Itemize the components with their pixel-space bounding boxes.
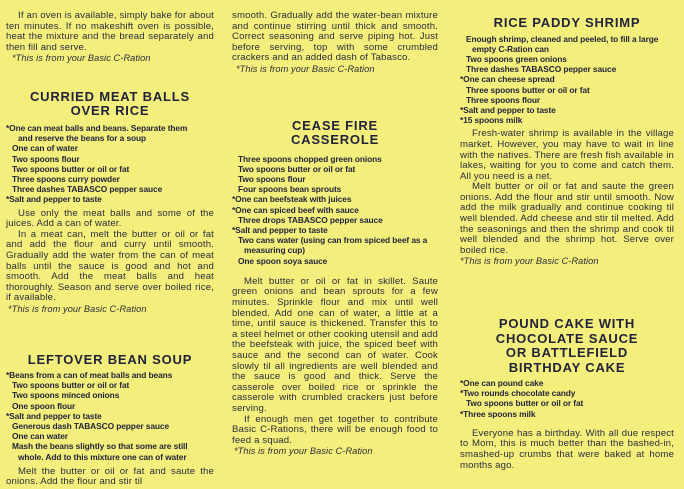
recipe-title-poundcake-line4: BIRTHDAY CAKE xyxy=(508,359,626,375)
ingredient-line: Mash the beans slightly so that some are still xyxy=(12,441,188,452)
directions-text: Use only the meat balls and some of the juices. Add a can of water. xyxy=(6,207,214,230)
ingredient-line: Two spoons butter or oil or fat xyxy=(12,380,130,391)
ingredient-line: *Salt and pepper to taste xyxy=(460,104,556,115)
ingredient-line: *15 spoons milk xyxy=(460,115,523,126)
ingredient-line: *Three spoons milk xyxy=(460,408,536,419)
ingredient-line: One can of water xyxy=(12,143,78,154)
ration-note: *This is from your Basic C-Ration xyxy=(234,446,373,457)
ingredient-line: Three dashes TABASCO pepper sauce xyxy=(466,64,617,75)
ration-note: *This is from your Basic C-Ration xyxy=(12,53,151,64)
ingredient-line: Generous dash TABASCO pepper sauce xyxy=(12,421,170,432)
recipe-title-curried-line1: CURRIED MEAT BALLS xyxy=(29,88,191,104)
column-left xyxy=(6,0,214,488)
ingredient-line: Three dashes TABASCO pepper sauce xyxy=(12,184,163,195)
ingredient-line: Two cans water (using can from spiced beef as a xyxy=(238,235,428,246)
recipe-title-leftover: LEFTOVER BEAN SOUP xyxy=(27,351,193,367)
ingredient-line: empty C-Ration can xyxy=(472,43,549,54)
ingredient-line: Three spoons curry powder xyxy=(12,173,120,184)
ingredient-line: whole. Add to this mixture one can of water xyxy=(18,451,187,462)
ration-note: *This is from your Basic C-Ration xyxy=(236,63,375,74)
ration-note: *This is from your Basic C-Ration xyxy=(460,256,599,267)
ingredient-line: Three spoons chopped green onions xyxy=(238,153,382,164)
ingredient-line: *Salt and pepper to taste xyxy=(6,194,102,205)
recipe-title-shrimp: RICE PADDY SHRIMP xyxy=(493,15,641,30)
continued-text: smooth. Gradually add the water-bean mixture and continue stirring until thick and smooth. Correct seasoning and serve piping hot. Just before serving, top with some crumbled crackers and an added dash of Tabasco. xyxy=(232,10,438,64)
ingredient-line: *Salt and pepper to taste xyxy=(6,410,102,421)
directions-text: Everyone has a birthday. With all due respect to Mom, this is much better than the bashed-in, smashed-up crumbs that were baked at home months ago. xyxy=(460,427,674,471)
column-middle xyxy=(232,0,438,457)
directions-text: Melt the butter or oil or fat and saute the onions. Add the flour and stir til xyxy=(6,465,214,488)
ingredient-line: *Beans from a can of meat balls and beans xyxy=(6,370,173,381)
recipe-title-ceasefire-line1: CEASE FIRE xyxy=(291,117,378,133)
ingredient-line: *One can pound cake xyxy=(460,378,544,389)
intro-text: If an oven is available, simply bake for about ten minutes. If no makeshift oven is possible, heat the mixture and the bread separately and then fill and serve. xyxy=(6,10,214,53)
ingredient-line: Three spoons flour xyxy=(466,94,541,105)
ingredient-line: Two spoons green onions xyxy=(466,53,567,64)
ingredient-line: Four spoons bean sprouts xyxy=(238,184,342,195)
ingredient-line: and reserve the beans for a soup xyxy=(18,133,147,144)
directions-text: In a meat can, melt the butter or oil or fat and add the flour and curry until smooth. Gradually add the water from the can of meat balls until the sauce is good and hot and smooth. Add the meat balls and heat thoroughly. Season and serve over boiled rice, if available. xyxy=(6,228,214,304)
ingredient-line: Two spoons flour xyxy=(12,153,80,164)
column-right xyxy=(460,0,674,471)
ingredient-line: Two spoons butter or oil or fat xyxy=(238,163,356,174)
recipe-title-poundcake-line3: OR BATTLEFIELD xyxy=(505,345,629,361)
ingredient-line: Two spoons minced onions xyxy=(12,390,120,401)
ration-note: *This is from your Basic C-Ration xyxy=(8,303,147,314)
recipe-title-poundcake-line1: POUND CAKE WITH xyxy=(498,316,636,332)
ingredient-line: *One can meat balls and beans. Separate them xyxy=(6,122,188,133)
recipe-title-curried-line2: OVER RICE xyxy=(70,103,150,119)
directions-text: If enough men get together to contribute Basic C-Rations, there will be enough food to feed a squad. xyxy=(232,413,438,446)
ingredient-line: *Two rounds chocolate candy xyxy=(460,388,576,399)
directions-text: Melt butter or oil or fat in skillet. Saute green onions and bean sprouts for a few minutes. Sprinkle flour and mix until well blended. Add one can of water, a little at a time, until sauce is thickened. Transfer this to a steel helmet or other cooking utensil and add the beefsteak with juice, the spiced beef with sauce and the second can of water. Cook slowly til all ingredients are well blended and the sauce is good and thick. Serve the casserole over boiled rice or sprinkle the casserole with crumbled crackers just before serving. xyxy=(232,275,438,414)
ingredient-line: One can water xyxy=(12,431,68,442)
ingredient-line: Three spoons butter or oil or fat xyxy=(466,84,590,95)
ingredient-line: Two spoons butter or oil or fat xyxy=(12,163,130,174)
directions-text: Melt butter or oil or fat and saute the green onions. Add the flour and stir until smooth. Now add the milk gradually and continue cooking til well blended. Add cheese and stir til melted. Add the seasonings and then the shrimp and cook til well blended and the shrimp hot. Serve over boiled rice. xyxy=(460,181,674,256)
ingredient-line: *One can beefsteak with juices xyxy=(232,194,352,205)
recipe-title-ceasefire-line2: CASSEROLE xyxy=(290,132,380,148)
ingredient-line: One spoon flour xyxy=(12,400,76,411)
ingredient-line: Two spoons butter or oil or fat xyxy=(466,398,584,409)
ingredient-line: *Salt and pepper to taste xyxy=(232,224,328,235)
ingredient-line: *One can spiced beef with sauce xyxy=(232,204,359,215)
ingredient-line: Enough shrimp, cleaned and peeled, to fill a large xyxy=(466,33,659,44)
ingredient-line: Two spoons flour xyxy=(238,173,306,184)
ingredient-line: *One can cheese spread xyxy=(460,74,555,85)
ingredient-line: measuring cup) xyxy=(244,245,305,256)
directions-text: Fresh-water shrimp is available in the village market. However, you may have to wait in line with the natives. There are fresh fish available in lakes, waiting for you to come and catch them. All you need is a net. xyxy=(460,128,674,182)
ingredient-line: Three drops TABASCO pepper sauce xyxy=(238,214,383,225)
ingredient-line: One spoon soya sauce xyxy=(238,255,328,266)
recipe-title-poundcake-line2: CHOCOLATE SAUCE xyxy=(495,330,639,346)
